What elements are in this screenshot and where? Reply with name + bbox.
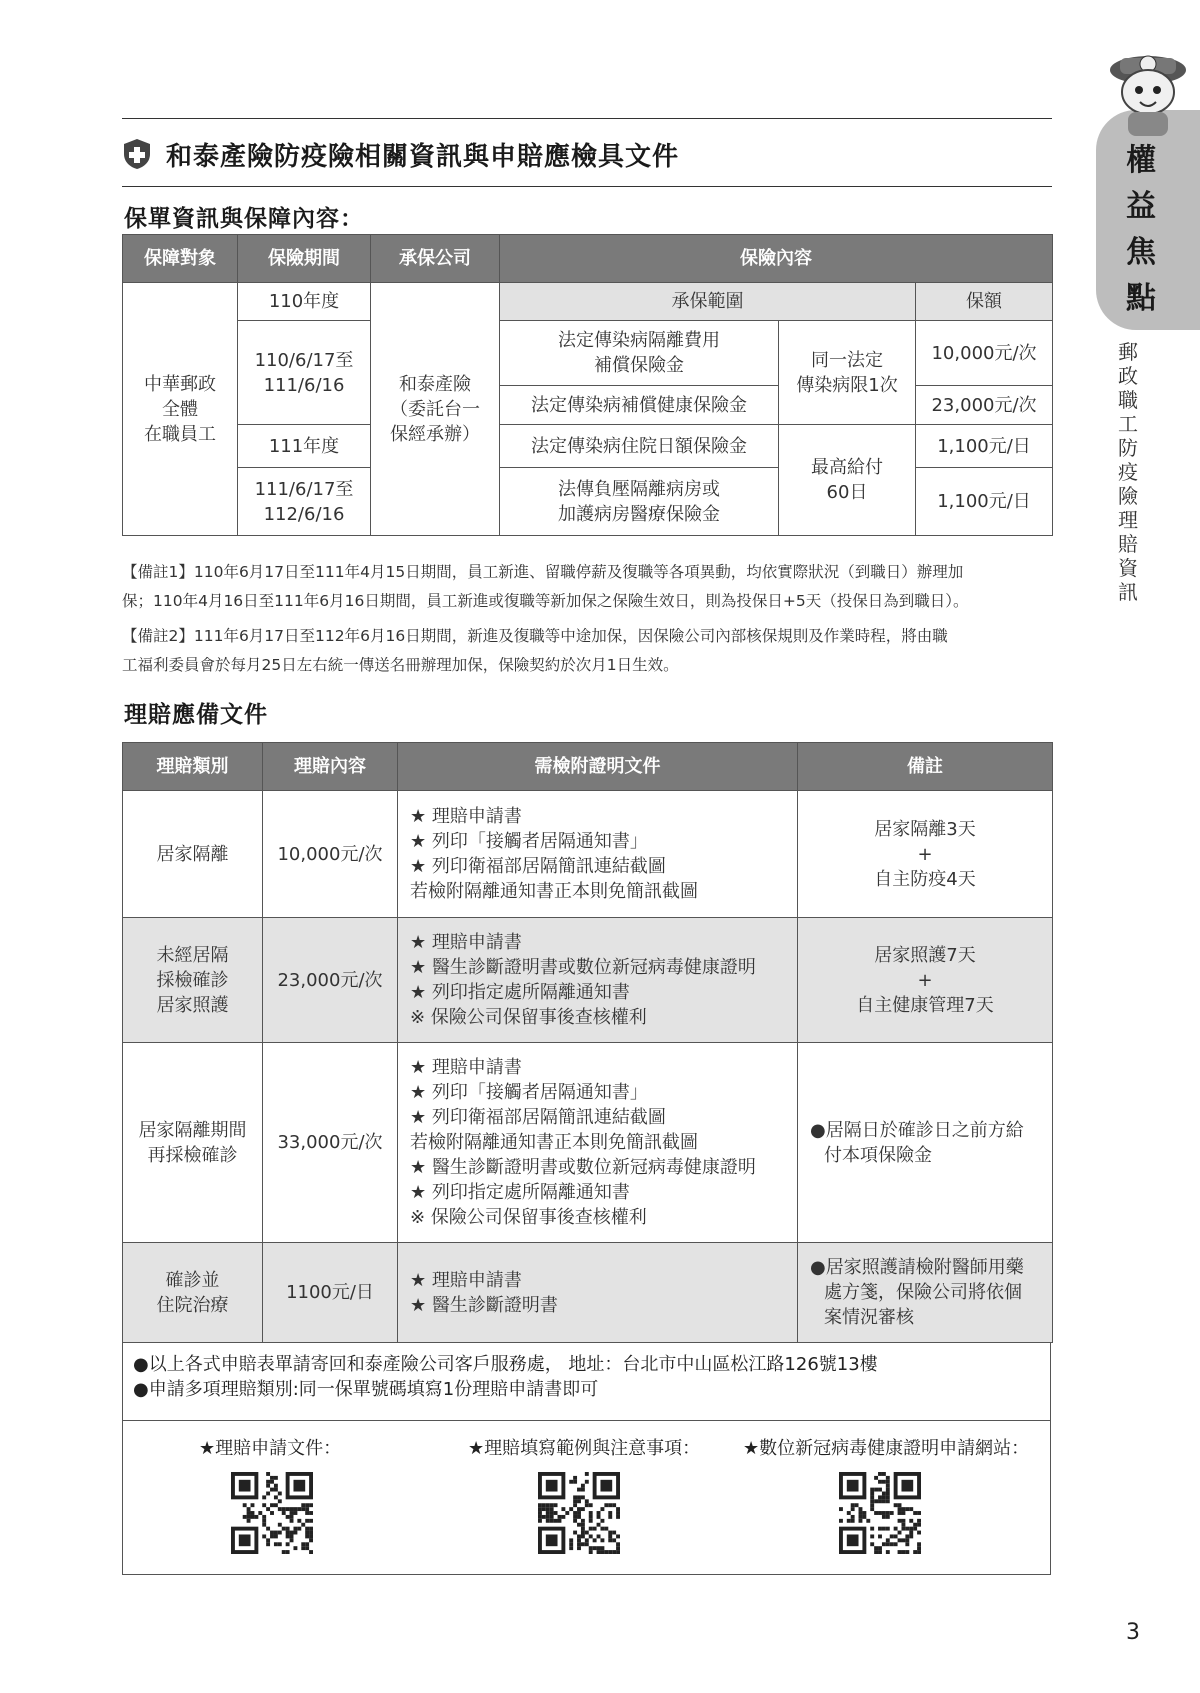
subheader-amount: 保額 — [916, 283, 1053, 321]
footer-box — [122, 1342, 1051, 1575]
claim-note: ●居家照護請檢附醫師用藥 處方箋，保險公司將依個 案情況審核 — [798, 1243, 1053, 1343]
header-category: 理賠類別 — [123, 743, 263, 791]
coverage-amount: 1,100元/日 — [916, 468, 1053, 536]
coverage-item: 法定傳染病住院日額保險金 — [500, 425, 779, 468]
policy-section-title: 保單資訊與保障內容： — [124, 206, 364, 232]
header-docs: 需檢附證明文件 — [398, 743, 798, 791]
coverage-amount: 23,000元/次 — [916, 386, 1053, 425]
remarks — [122, 558, 1057, 680]
claim-amount: 33,000元/次 — [263, 1043, 398, 1243]
claim-category: 居家隔離期間 再採檢確診 — [123, 1043, 263, 1243]
remark-line: 工福利委員會於每月25日左右統一傳送名冊辦理加保，保險契約於次月1日生效。 — [122, 656, 679, 674]
qr-code-claim-forms[interactable] — [231, 1472, 313, 1554]
coverage-limit: 同一法定 傳染病限1次 — [779, 321, 916, 425]
policy-table — [122, 234, 1053, 536]
claim-amount: 10,000元/次 — [263, 791, 398, 918]
qr-label-health-cert: ★數位新冠病毒健康證明申請網站： — [743, 1438, 1030, 1459]
claim-note: ●居隔日於確診日之前方給 付本項保險金 — [798, 1043, 1053, 1243]
header-content: 保險內容 — [500, 235, 1053, 283]
page-heading — [122, 134, 1052, 174]
claim-docs: ★ 理賠申請書 ★ 醫生診斷證明書或數位新冠病毒健康證明 ★ 列印指定處所隔離通知書 ※ 保險公司保留事後查核權利 — [398, 918, 798, 1043]
claim-category: 居家隔離 — [123, 791, 263, 918]
claim-note: 居家照護7天 + 自主健康管理7天 — [798, 918, 1053, 1043]
claims-table — [122, 742, 1053, 1343]
subheader-scope: 承保範圍 — [500, 283, 916, 321]
footer-divider — [123, 1420, 1050, 1421]
top-rule — [122, 118, 1052, 119]
claim-row — [123, 791, 1053, 918]
footer-note: ●申請多項理賠類別:同一保單號碼填寫1份理賠申請書即可 — [133, 1379, 599, 1400]
coverage-target: 中華郵政 全體 在職員工 — [123, 283, 238, 536]
claim-category: 確診並 住院治療 — [123, 1243, 263, 1343]
shield-cross-icon — [122, 138, 152, 170]
policy-period-1: 110/6/17至 111/6/16 — [238, 321, 371, 425]
policy-year-111: 111年度 — [238, 425, 371, 468]
mascot-icon — [1098, 40, 1198, 140]
insurer-cell: 和泰產險 （委託台一 保經承辦） — [371, 283, 500, 536]
footer-notes — [133, 1352, 878, 1402]
footer-note: ●以上各式申賠表單請寄回和泰產險公司客戶服務處， 地址：台北市中山區松江路126號13樓 — [133, 1354, 878, 1375]
heading-rule — [122, 186, 1052, 187]
page-title: 和泰產險防疫險相關資訊與申賠應檢具文件 — [166, 141, 680, 172]
claim-amount: 1100元/日 — [263, 1243, 398, 1343]
claim-docs: ★ 理賠申請書 ★ 列印「接觸者居隔通知書」 ★ 列印衛福部居隔簡訊連結截圖 若檢附隔離通知書正本則免簡訊截圖 — [398, 791, 798, 918]
coverage-amount: 10,000元/次 — [916, 321, 1053, 386]
claim-note: 居家隔離3天 + 自主防疫4天 — [798, 791, 1053, 918]
claim-category: 未經居隔 採檢確診 居家照護 — [123, 918, 263, 1043]
claim-row — [123, 1043, 1053, 1243]
remark-line: 【備註1】110年6月17日至111年4月15日期間，員工新進、留職停薪及復職等各項異動，均依實際狀況（到職日）辦理加 — [122, 563, 964, 581]
header-insurer: 承保公司 — [371, 235, 500, 283]
coverage-item: 法定傳染病補償健康保險金 — [500, 386, 779, 425]
coverage-item: 法定傳染病隔離費用 補償保險金 — [500, 321, 779, 386]
page-number: 3 — [1126, 1620, 1140, 1645]
qr-code-filling-guide[interactable] — [538, 1472, 620, 1554]
qr-label-filling-guide: ★理賠填寫範例與注意事項： — [468, 1438, 701, 1459]
claim-row — [123, 1243, 1053, 1343]
header-period: 保險期間 — [238, 235, 371, 283]
header-note: 備註 — [798, 743, 1053, 791]
remark-line: 保；110年4月16日至111年6月16日期間，員工新進或復職等新加保之保險生效日，則為投保日+5天（投保日為到職日）。 — [122, 592, 969, 610]
coverage-item: 法傳負壓隔離病房或 加護病房醫療保險金 — [500, 468, 779, 536]
side-tab-title: 權益焦點 — [1126, 143, 1156, 316]
coverage-amount: 1,100元/日 — [916, 425, 1053, 468]
remark-line: 【備註2】111年6月17日至112年6月16日期間，新進及復職等中途加保，因保險公司內部核保規則及作業時程，將由職 — [122, 627, 948, 645]
qr-label-claim-forms: ★理賠申請文件： — [199, 1438, 342, 1459]
policy-period-2: 111/6/17至 112/6/16 — [238, 468, 371, 536]
claim-row — [123, 918, 1053, 1043]
header-claim-content: 理賠內容 — [263, 743, 398, 791]
claim-docs: ★ 理賠申請書 ★ 醫生診斷證明書 — [398, 1243, 798, 1343]
coverage-limit: 最高給付 60日 — [779, 425, 916, 536]
qr-code-health-cert[interactable] — [839, 1472, 921, 1554]
side-tab-subtitle: 郵政職工防疫險理賠資訊 — [1118, 340, 1138, 604]
policy-year-110: 110年度 — [238, 283, 371, 321]
header-target: 保障對象 — [123, 235, 238, 283]
claim-docs: ★ 理賠申請書 ★ 列印「接觸者居隔通知書」 ★ 列印衛福部居隔簡訊連結截圖 若檢附隔離通知書正本則免簡訊截圖 ★ 醫生診斷證明書或數位新冠病毒健康證明 ★ 列印指定處所隔離通知書 ※ 保險公司保留事後查核權利 — [398, 1043, 798, 1243]
claims-section-title: 理賠應備文件 — [124, 702, 268, 728]
claim-amount: 23,000元/次 — [263, 918, 398, 1043]
